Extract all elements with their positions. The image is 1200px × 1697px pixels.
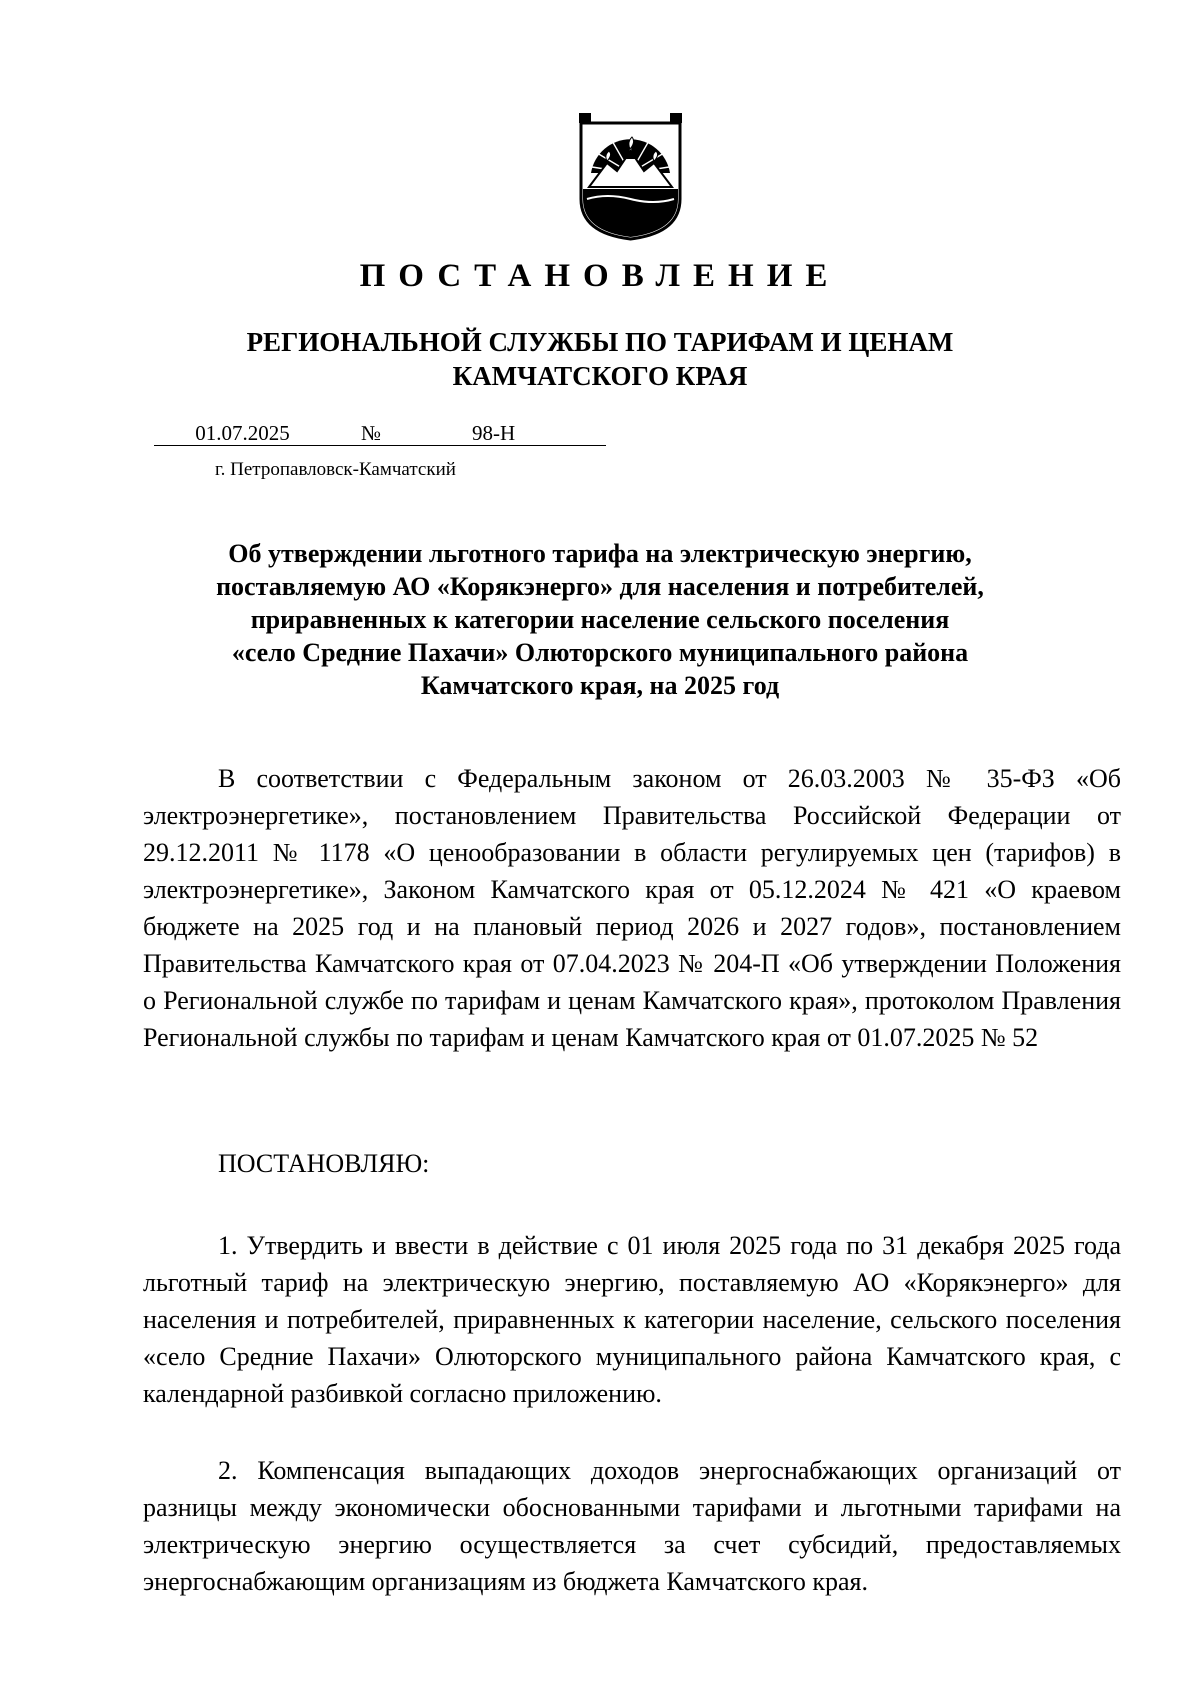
title-line: «село Средние Пахачи» Олюторского муниципального района <box>231 638 969 667</box>
issuing-authority <box>100 325 1100 393</box>
document-city: г. Петропавловск-Камчатский <box>215 459 456 480</box>
authority-line: КАМЧАТСКОГО КРАЯ <box>452 361 748 391</box>
document-number: 98-Н <box>381 421 606 446</box>
document-date: 01.07.2025 <box>154 421 331 446</box>
title-line: приравненных к категории население сельского поселения <box>250 605 950 634</box>
decree-item-2: 2. Компенсация выпадающих доходов энергоснабжающих организаций от разницы между экономически обоснованными тарифами и льготными тарифами на электрическую энергию осуществляется за счет субсидий, предоставляемых энергоснабжающим организациям из бюджета Камчатского края. <box>143 1456 1121 1596</box>
decree-word: ПОСТАНОВЛЯЮ: <box>218 1149 430 1178</box>
document-title <box>120 537 1080 702</box>
title-line: поставляемую АО «Корякэнерго» для населения и потребителей, <box>216 572 984 601</box>
title-line: Об утверждении льготного тарифа на электрическую энергию, <box>228 539 972 568</box>
preamble-paragraph: В соответствии с Федеральным законом от 26.03.2003 № 35-ФЗ «Об электроэнергетике», постановлением Правительства Российской Федерации от 29.12.2011 № 1178 «О ценообразовании в области регулируемых цен (тарифов) в электроэнергетике», Законом Камчатского края от 05.12.2024 № 421 «О краевом бюджете на 2025 год и на плановый период 2026 и 2027 годов», постановлением Правительства Камчатского края от 07.04.2023 № 204-П «Об утверждении Положения о Региональной службе по тарифам и ценам Камчатского края», протоколом Правления Региональной службы по тарифам и ценам Камчатского края от 01.07.2025 № 52 <box>143 764 1121 1052</box>
underline-gap <box>331 421 361 446</box>
document-type-heading: ПОСТАНОВЛЕНИЕ <box>359 258 841 294</box>
document-date-number-line <box>154 421 606 447</box>
authority-line: РЕГИОНАЛЬНОЙ СЛУЖБЫ ПО ТАРИФАМ И ЦЕНАМ <box>246 327 954 357</box>
number-sign: № <box>361 421 382 445</box>
kamchatka-coat-of-arms-icon <box>577 111 684 241</box>
decree-item-1: 1. Утвердить и ввести в действие с 01 июля 2025 года по 31 декабря 2025 года льготный тариф на электрическую энергию, поставляемую АО «Корякэнерго» для населения и потребителей, приравненных к категории население, сельского поселения «село Средние Пахачи» Олюторского муниципального района Камчатского края, с календарной разбивкой согласно приложению. <box>143 1231 1121 1408</box>
title-line: Камчатского края, на 2025 год <box>420 671 780 700</box>
